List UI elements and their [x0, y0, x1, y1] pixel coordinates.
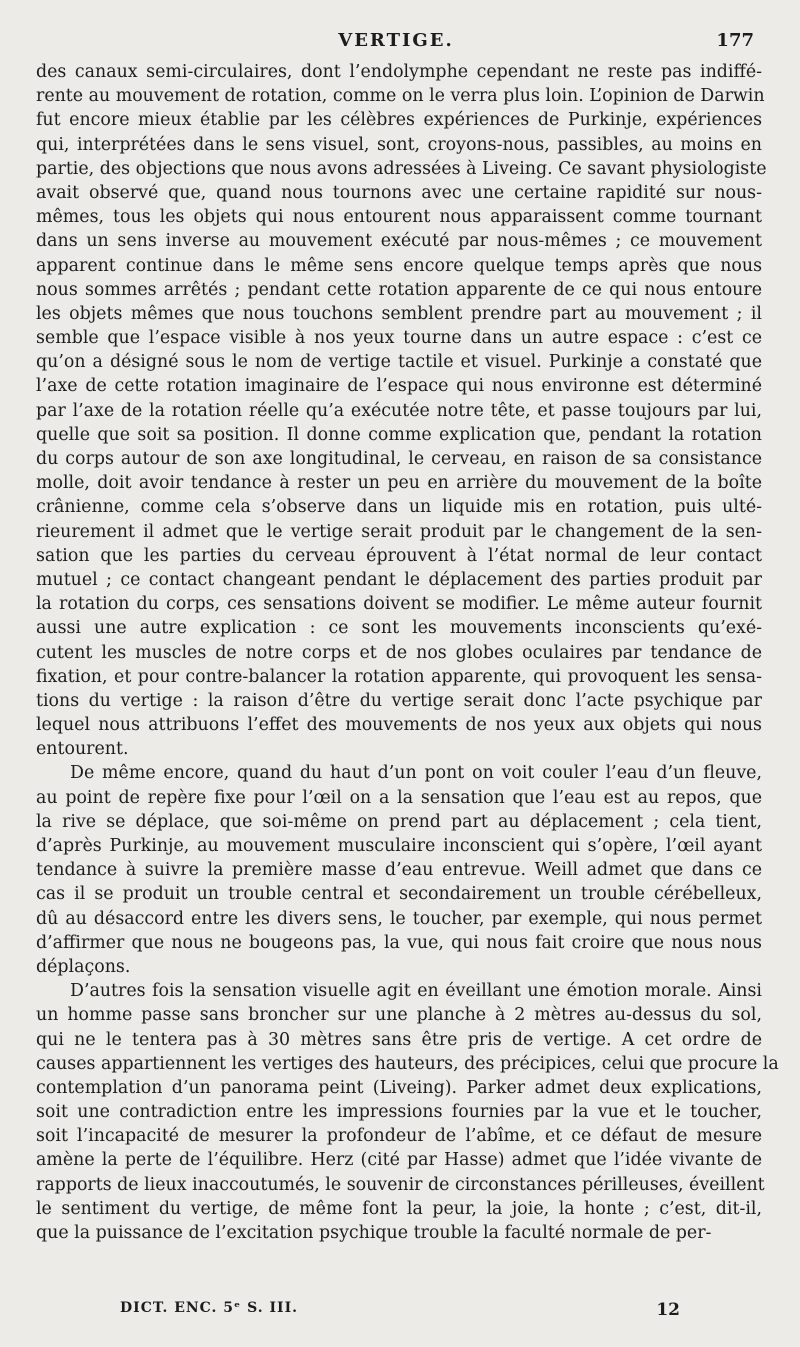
text-line: tions du vertige : la raison d’être du vertige serait donc l’acte psychique par [36, 690, 762, 711]
text-line: avait observé que, quand nous tournons avec une certaine rapidité sur nous- [36, 182, 762, 203]
text-line: lequel nous attribuons l’effet des mouvements de nos yeux aux objets qui nous [36, 715, 762, 736]
signature-number: 12 [656, 1300, 680, 1320]
text-line: qui ne le tentera pas à 30 mètres sans être pris de vertige. A cet ordre de [36, 1029, 762, 1050]
text-line: D’autres fois la sensation visuelle agit en éveillant une émotion morale. Ainsi [70, 981, 762, 1002]
text-line: fut encore mieux établie par les célèbres expériences de Purkinje, expériences [36, 110, 762, 131]
paragraph [36, 979, 779, 1245]
text-line: au point de repère fixe pour l’œil on a la sensation que l’eau est au repos, que [36, 787, 762, 808]
text-line: la rotation du corps, ces sensations doivent se modifier. Le même auteur fournit [36, 594, 762, 615]
text-line: fixation, et pour contre-balancer la rotation apparente, qui provoquent les sensa- [36, 666, 762, 687]
printer-signature: DICT. ENC. 5ᵉ S. III. [120, 1300, 299, 1316]
text-line: partie, des objections que nous avons adressées à Liveing. Ce savant physiologiste [36, 158, 767, 179]
paragraph [36, 761, 762, 979]
text-line: dans un sens inverse au mouvement exécuté par nous-mêmes ; ce mouvement [36, 231, 762, 252]
text-line: apparent continue dans le même sens encore quelque temps après que nous [36, 255, 762, 276]
text-line: quelle que soit sa position. Il donne comme explication que, pendant la rotation [36, 424, 762, 445]
text-line: le sentiment du vertige, de même font la peur, la joie, la honte ; c’est, dit-il, [36, 1198, 762, 1219]
text-line: d’après Purkinje, au mouvement musculaire inconscient qui s’opère, l’œil ayant [36, 836, 762, 856]
text-line: mutuel ; ce contact changeant pendant le déplacement des parties produit par [36, 569, 762, 590]
text-line: soit une contradiction entre les impressions fournies par la vue et le toucher, [36, 1102, 762, 1123]
text-line: crânienne, comme cela s’observe dans un liquide mis en rotation, puis ulté- [36, 497, 762, 518]
text-line: entourent. [36, 739, 129, 760]
text-line: d’affirmer que nous ne bougeons pas, la vue, qui nous fait croire que nous nous [36, 932, 762, 953]
text-line: molle, doit avoir tendance à rester un peu en arrière du mouvement de la boîte [36, 473, 762, 494]
text-line: un homme passe sans broncher sur une planche à 2 mètres au-dessus du sol, [36, 1005, 762, 1026]
text-line: aussi une autre explication : ce sont les mouvements inconscients qu’exé- [36, 618, 762, 639]
text-line: mêmes, tous les objets qui nous entourent nous apparaissent comme tournant [36, 207, 762, 228]
text-line: la rive se déplace, que soi-même on prend part au déplacement ; cela tient, [36, 811, 762, 832]
text-line: semble que l’espace visible à nos yeux tourne dans un autre espace : c’est ce [36, 328, 762, 349]
text-line: nous sommes arrêtés ; pendant cette rotation apparente de ce qui nous entoure [36, 279, 762, 300]
text-line: rente au mouvement de rotation, comme on le verra plus loin. L’opinion de Darwin [36, 86, 765, 107]
page-number: 177 [716, 30, 754, 51]
text-line: rapports de lieux inaccoutumés, le souvenir de circonstances périlleuses, éveillent [36, 1174, 765, 1195]
text-line: soit l’incapacité de mesurer la profondeur de l’abîme, et ce défaut de mesure [36, 1126, 762, 1147]
text-line: sation que les parties du cerveau éprouvent à l’état normal de leur contact [36, 545, 762, 566]
text-line: déplaçons. [36, 956, 131, 977]
text-line: amène la perte de l’équilibre. Herz (cité par Hasse) admet que l’idée vivante de [36, 1150, 762, 1171]
text-line: des canaux semi-circulaires, dont l’endolymphe cependant ne reste pas indiffé- [36, 62, 762, 82]
text-line: causes appartiennent les vertiges des hauteurs, des précipices, celui que procure la [36, 1053, 779, 1074]
text-line: que la puissance de l’excitation psychique trouble la faculté normale de per- [36, 1223, 712, 1243]
paragraph [36, 60, 767, 761]
text-line: qu’on a désigné sous le nom de vertige tactile et visuel. Purkinje a constaté que [36, 352, 762, 373]
text-line: De même encore, quand du haut d’un pont on voit couler l’eau d’un fleuve, [70, 763, 762, 784]
running-title: VERTIGE. [338, 30, 454, 51]
text-line: du corps autour de son axe longitudinal, le cerveau, en raison de sa consistance [36, 449, 762, 469]
text-line: cas il se produit un trouble central et secondairement un trouble cérébelleux, [36, 884, 762, 905]
text-line: par l’axe de la rotation réelle qu’a exécutée notre tête, et passe toujours par lui, [36, 400, 762, 421]
text-line: les objets mêmes que nous touchons semblent prendre part au mouvement ; il [36, 303, 762, 324]
text-line: contemplation d’un panorama peint (Liveing). Parker admet deux explications, [36, 1077, 762, 1098]
page-footer [120, 1300, 680, 1324]
text-line: cutent les muscles de notre corps et de nos globes oculaires par tendance de [36, 642, 762, 663]
text-line: dû au désaccord entre les divers sens, le toucher, par exemple, qui nous permet [36, 908, 762, 929]
text-line: rieurement il admet que le vertige serait produit par le changement de la sen- [36, 521, 762, 542]
text-line: l’axe de cette rotation imaginaire de l’espace qui nous environne est déterminé [36, 376, 762, 397]
body-text [36, 60, 779, 1245]
text-line: qui, interprétées dans le sens visuel, sont, croyons-nous, passibles, au moins en [36, 134, 762, 155]
page-header [38, 30, 754, 56]
text-line: tendance à suivre la première masse d’eau entrevue. Weill admet que dans ce [36, 860, 762, 881]
